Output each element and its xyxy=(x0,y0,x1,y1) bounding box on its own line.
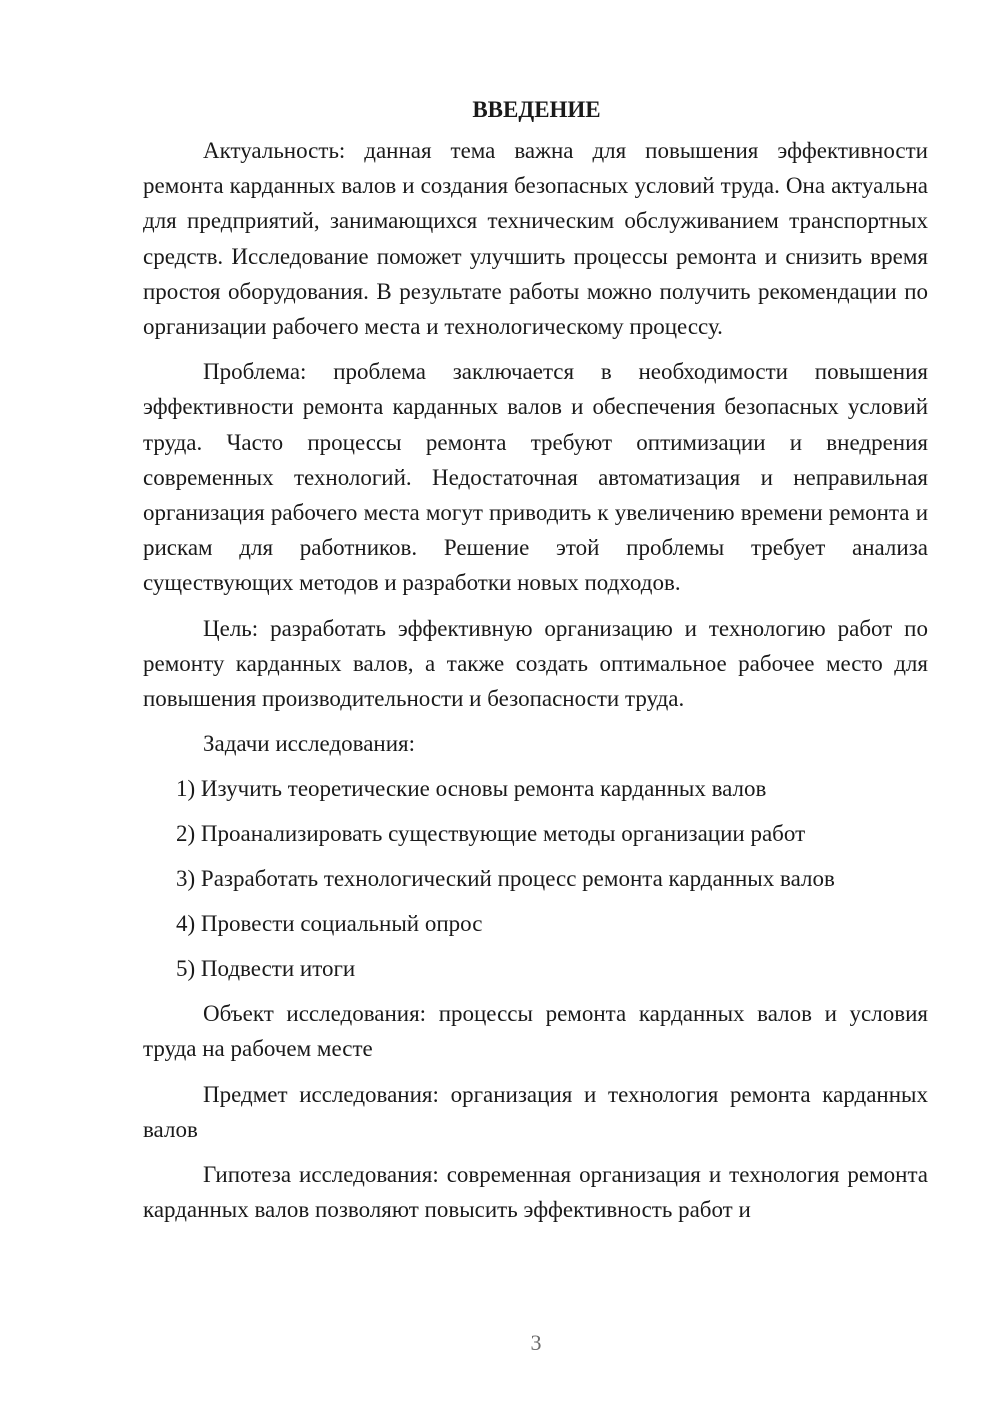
tasks-title: Задачи исследования: xyxy=(203,731,416,757)
research-object-paragraph: Объект исследования: процессы ремонта карданных валов и условия труда на рабочем месте xyxy=(143,1001,928,1062)
task-item: 1) Изучить теоретические основы ремонта карданных валов xyxy=(176,776,767,802)
page-title: ВВЕДЕНИЕ xyxy=(472,97,601,122)
task-item: 4) Провести социальный опрос xyxy=(176,911,483,937)
page-number: 3 xyxy=(530,1330,542,1355)
document-page xyxy=(143,92,928,1237)
research-subject-paragraph: Предмет исследования: организация и технология ремонта карданных валов xyxy=(143,1081,928,1142)
tasks-list xyxy=(143,771,928,986)
research-hypothesis-paragraph: Гипотеза исследования: современная организация и технология ремонта карданных валов позволяют повысить эффективность работ и xyxy=(143,1162,928,1223)
task-item: 5) Подвести итоги xyxy=(176,956,356,982)
relevance-paragraph: Актуальность: данная тема важна для повышения эффективности ремонта карданных валов и создания безопасных условий труда. Она актуальна для предприятий, занимающихся техническим обслуживанием транспортных средств. Исследование поможет улучшить процессы ремонта и снизить время простоя оборудования. В результате работы можно получить рекомендации по организации рабочего места и технологическому процессу. xyxy=(143,138,928,340)
goal-paragraph: Цель: разработать эффективную организацию и технологию работ по ремонту карданных валов, а также создать оптимальное рабочее место для повышения производительности и безопасности труда. xyxy=(143,615,928,712)
task-item: 2) Проанализировать существующие методы организации работ xyxy=(176,821,806,847)
problem-paragraph: Проблема: проблема заключается в необходимости повышения эффективности ремонта карданных валов и обеспечения безопасных условий труда. Часто процессы ремонта требуют оптимизации и внедрения современных технологий. Недостаточная автоматизация и неправильная организация рабочего места могут приводить к увеличению времени ремонта и рискам для работников. Решение этой проблемы требует анализа существующих методов и разработки новых подходов. xyxy=(143,359,928,596)
task-item: 3) Разработать технологический процесс ремонта карданных валов xyxy=(176,866,835,892)
